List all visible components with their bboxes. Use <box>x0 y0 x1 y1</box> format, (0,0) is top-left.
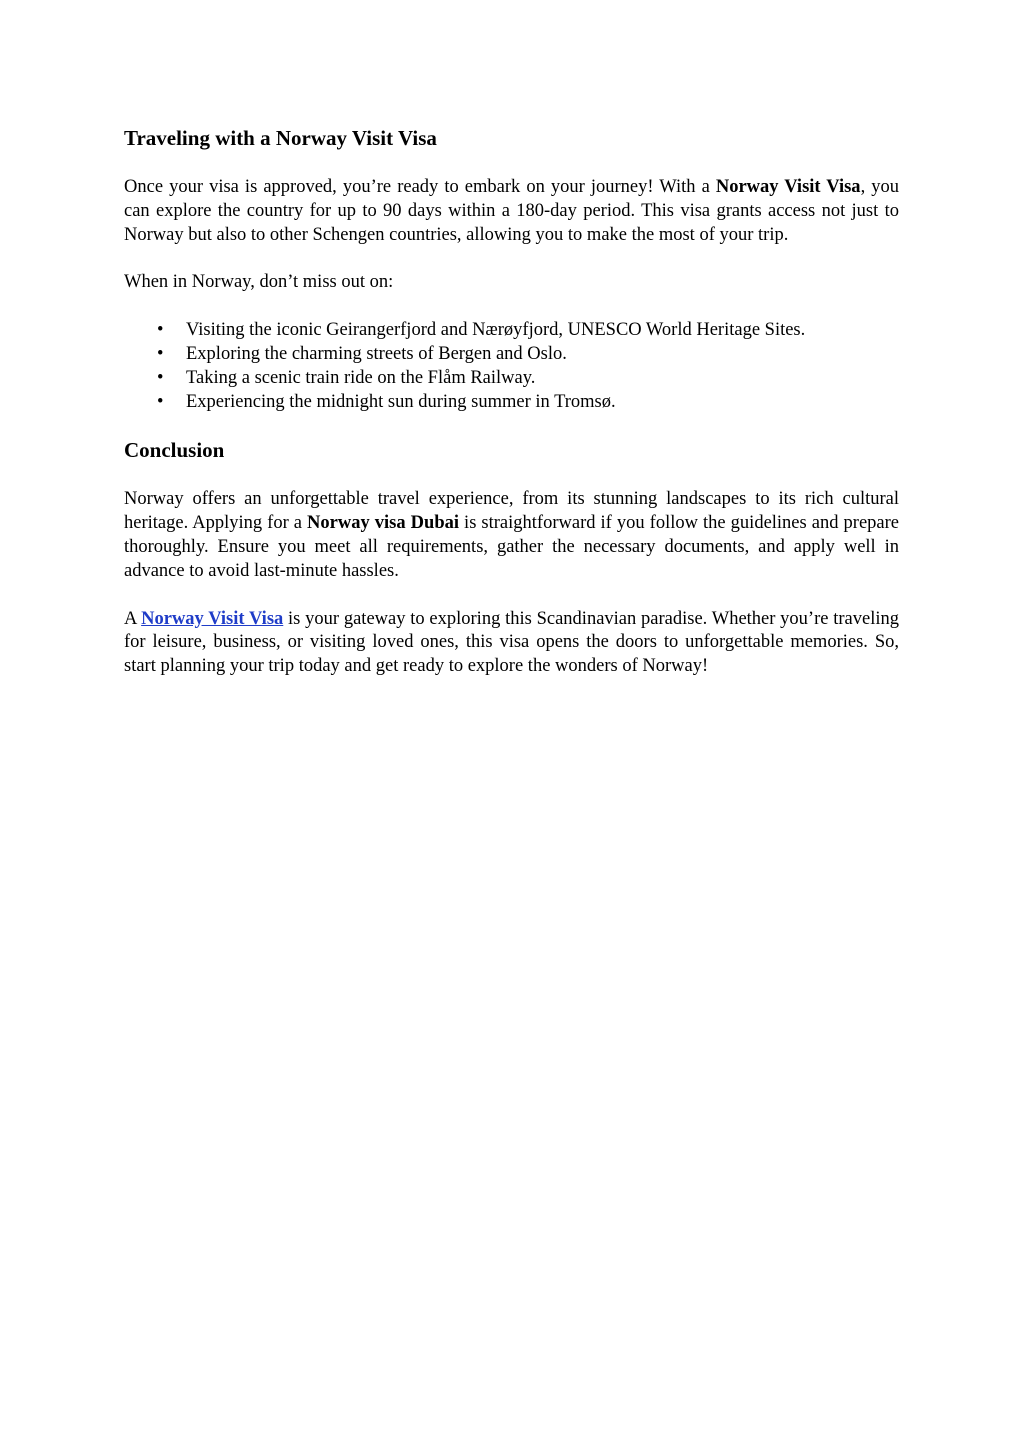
paragraph-visa-approved <box>124 176 899 247</box>
paragraph-text: Norway offers an unforgettable travel experience, from its stunning landscapes to its rich cultural heritage. Applying for a <box>124 489 899 534</box>
list-item-text: Visiting the iconic Geirangerfjord and Nærøyfjord, UNESCO World Heritage Sites. <box>186 320 806 341</box>
list-item-text: Exploring the charming streets of Bergen and Oslo. <box>186 343 567 364</box>
paragraph-text: is straightforward if you follow the guidelines and prepare thoroughly. Ensure you meet all requirements, gather the necessary documents, and apply well in advance to avoid last-minute hassles. <box>124 513 899 581</box>
bold-term-norway-visa-dubai: Norway visa Dubai <box>307 513 459 534</box>
bold-term-norway-visit-visa: Norway Visit Visa <box>715 177 861 197</box>
attractions-list <box>124 319 899 414</box>
section-heading-traveling: Traveling with a Norway Visit Visa <box>124 126 437 150</box>
list-item <box>124 343 899 367</box>
document-page <box>124 126 899 679</box>
bullet-icon: • <box>157 367 164 388</box>
bullet-icon: • <box>157 343 164 364</box>
list-item <box>124 391 899 415</box>
list-item <box>124 367 899 391</box>
paragraph-text: is your gateway to exploring this Scandinavian paradise. Whether you’re traveling for leisure, business, or visiting loved ones, this visa opens the doors to unforgettable memories. So, start planning your trip today and get ready to explore the wonders of Norway! <box>124 608 899 677</box>
list-item-text: Taking a scenic train ride on the Flåm Railway. <box>186 367 536 388</box>
paragraph-dont-miss: When in Norway, don’t miss out on: <box>124 272 394 293</box>
bullet-icon: • <box>157 320 164 341</box>
section-heading-conclusion: Conclusion <box>124 438 225 463</box>
list-item <box>124 319 899 343</box>
paragraph-gateway <box>124 608 899 679</box>
paragraph-text: , you can explore the country for up to 90 days within a 180-day period. This visa grants access not just to Norway but also to other Schengen countries, allowing you to make the most of your trip. <box>124 177 899 245</box>
paragraph-text: A <box>124 608 142 629</box>
norway-visit-visa-link[interactable]: Norway Visit Visa <box>141 608 284 629</box>
paragraph-text: Once your visa is approved, you’re ready to embark on your journey! With a <box>124 177 716 197</box>
list-item-text: Experiencing the midnight sun during summer in Tromsø. <box>186 391 616 412</box>
paragraph-conclusion <box>124 488 899 583</box>
bullet-icon: • <box>157 391 164 412</box>
